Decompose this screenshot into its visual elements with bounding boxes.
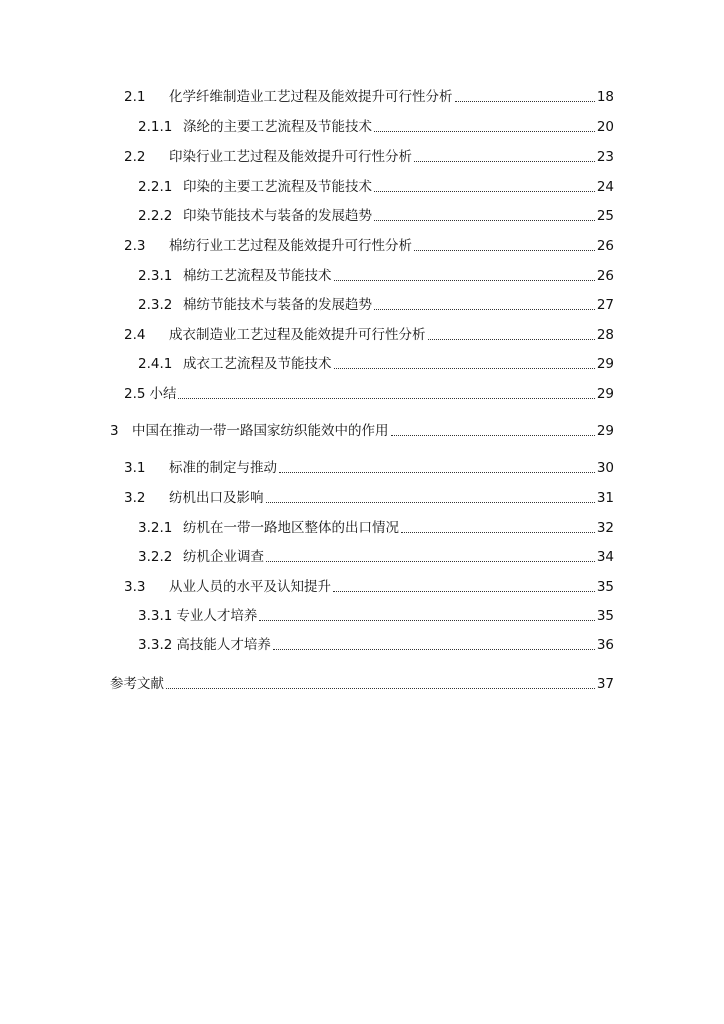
toc-entry[interactable] [124, 324, 614, 344]
toc-dot-leader [374, 191, 595, 192]
toc-entry-page-number: 23 [596, 149, 614, 165]
toc-entry[interactable] [124, 457, 614, 477]
toc-dot-leader [273, 649, 595, 650]
toc-entry-number: 2.3.2 [138, 297, 173, 313]
toc-entry-page-number: 26 [596, 268, 614, 284]
toc-dot-leader [279, 472, 595, 473]
toc-dot-leader [391, 435, 595, 436]
toc-dot-leader [414, 250, 595, 251]
toc-dot-leader [374, 131, 595, 132]
toc-entry-number: 2.2.2 [138, 208, 173, 224]
toc-entry-number: 2.3 [124, 238, 146, 254]
toc-dot-leader [374, 309, 595, 310]
toc-dot-leader [334, 280, 595, 281]
toc-dot-leader [266, 502, 595, 503]
toc-entry-page-number: 30 [596, 460, 614, 476]
toc-entry[interactable] [138, 205, 614, 225]
toc-entry-page-number: 18 [596, 89, 614, 105]
toc-dot-leader [166, 688, 595, 689]
toc-dot-leader [266, 561, 595, 562]
toc-entry-page-number: 29 [596, 356, 614, 372]
toc-entry-page-number: 28 [596, 327, 614, 343]
toc-entry-number: 3.3.2 [138, 637, 173, 653]
toc-entry-title: 成衣工艺流程及节能技术 [183, 356, 332, 372]
toc-entry-number: 3.2 [124, 490, 146, 506]
toc-entry-title: 印染行业工艺过程及能效提升可行性分析 [169, 149, 412, 165]
toc-entry-number: 3.3.1 [138, 608, 173, 624]
toc-entry-number: 2.1 [124, 89, 146, 105]
toc-entry[interactable] [138, 634, 614, 654]
toc-dot-leader [455, 101, 595, 102]
toc-dot-leader [401, 532, 595, 533]
toc-entry-page-number: 25 [596, 208, 614, 224]
toc-entry-page-number: 27 [596, 297, 614, 313]
toc-dot-leader [259, 620, 594, 621]
toc-entry[interactable] [138, 353, 614, 373]
toc-dot-leader [414, 161, 595, 162]
toc-entry-number: 2.4.1 [138, 356, 173, 372]
toc-entry-title: 纺机企业调查 [183, 549, 264, 565]
toc-entry-page-number: 34 [596, 549, 614, 565]
toc-entry-number: 2.1.1 [138, 119, 173, 135]
toc-entry[interactable] [110, 420, 614, 440]
toc-entry[interactable] [138, 176, 614, 196]
toc-entry-page-number: 31 [596, 490, 614, 506]
toc-entry-number: 2.4 [124, 327, 146, 343]
toc-entry-number: 3.3 [124, 579, 146, 595]
toc-entry-title: 纺机出口及影响 [169, 490, 264, 506]
toc-entry[interactable] [124, 86, 614, 106]
toc-entry-title: 标准的制定与推动 [169, 460, 277, 476]
toc-entry-page-number: 26 [596, 238, 614, 254]
toc-dot-leader [374, 220, 595, 221]
toc-entry-number: 2.3.1 [138, 268, 173, 284]
toc-entry-number: 2.2 [124, 149, 146, 165]
toc-entry-number: 3.1 [124, 460, 146, 476]
toc-dot-leader [334, 368, 595, 369]
toc-entry-title: 涤纶的主要工艺流程及节能技术 [183, 119, 372, 135]
toc-entry[interactable] [124, 576, 614, 596]
toc-entry-number: 3 [110, 423, 119, 439]
toc-entry-title: 印染的主要工艺流程及节能技术 [183, 179, 372, 195]
toc-entry[interactable] [138, 605, 614, 625]
toc-entry-page-number: 36 [596, 637, 614, 653]
toc-entry-title: 纺机在一带一路地区整体的出口情况 [183, 520, 399, 536]
toc-entry-page-number: 20 [596, 119, 614, 135]
toc-entry-title: 从业人员的水平及认知提升 [169, 579, 331, 595]
toc-entry[interactable] [124, 487, 614, 507]
toc-entry-title: 高技能人才培养 [176, 637, 271, 653]
toc-entry[interactable] [138, 546, 614, 566]
toc-entry-page-number: 29 [596, 423, 614, 439]
toc-entry[interactable] [124, 146, 614, 166]
toc-entry[interactable] [124, 383, 614, 403]
toc-entry-title: 参考文献 [110, 676, 164, 692]
toc-entry[interactable] [110, 673, 614, 693]
toc-entry-title: 化学纤维制造业工艺过程及能效提升可行性分析 [169, 89, 453, 105]
toc-dot-leader [428, 339, 595, 340]
toc-entry-number: 2.2.1 [138, 179, 173, 195]
toc-entry-title: 棉纺节能技术与装备的发展趋势 [183, 297, 372, 313]
toc-entry-title: 印染节能技术与装备的发展趋势 [183, 208, 372, 224]
toc-entry-page-number: 32 [596, 520, 614, 536]
toc-entry-page-number: 29 [596, 386, 614, 402]
toc-entry-page-number: 24 [596, 179, 614, 195]
toc-dot-leader [178, 398, 594, 399]
toc-entry-page-number: 37 [596, 676, 614, 692]
toc-entry[interactable] [138, 116, 614, 136]
toc-entry-title: 专业人才培养 [176, 608, 258, 624]
toc-entry-number: 2.5 [124, 386, 146, 402]
toc-entry[interactable] [124, 235, 614, 255]
toc-entry[interactable] [138, 294, 614, 314]
toc-entry-title: 中国在推动一带一路国家纺织能效中的作用 [132, 423, 389, 439]
toc-entry[interactable] [138, 517, 614, 537]
toc-dot-leader [333, 591, 595, 592]
toc-entry-title: 棉纺工艺流程及节能技术 [183, 268, 332, 284]
toc-entry-number: 3.2.1 [138, 520, 173, 536]
toc-entry[interactable] [138, 265, 614, 285]
toc-entry-title: 棉纺行业工艺过程及能效提升可行性分析 [169, 238, 412, 254]
toc-entry-number: 3.2.2 [138, 549, 173, 565]
toc-entry-title: 成衣制造业工艺过程及能效提升可行性分析 [169, 327, 426, 343]
toc-entry-page-number: 35 [596, 579, 614, 595]
toc-entry-title: 小结 [149, 386, 177, 402]
toc-entry-page-number: 35 [596, 608, 614, 624]
